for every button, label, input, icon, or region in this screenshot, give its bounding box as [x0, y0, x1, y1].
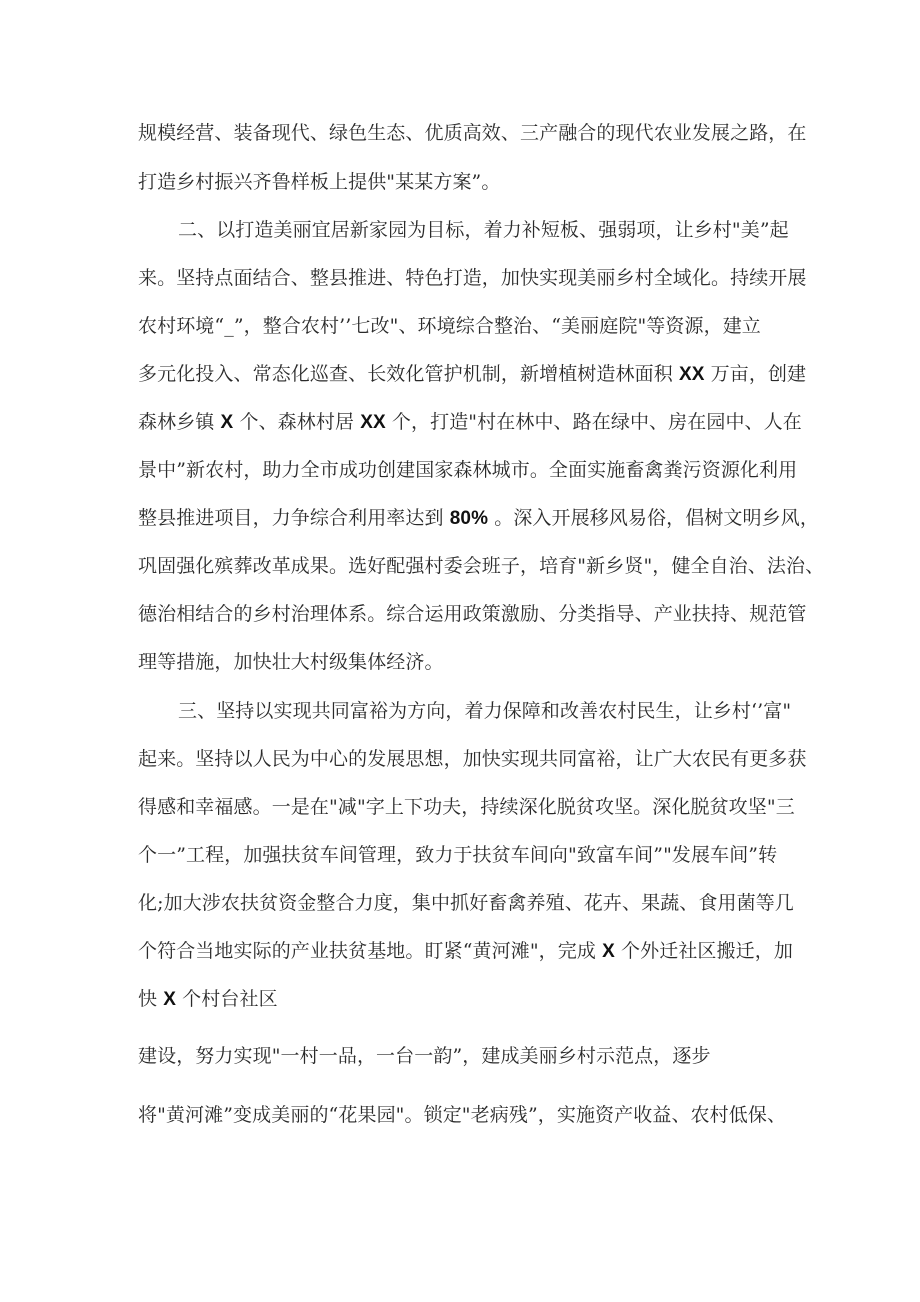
text-run: 多元化投入、常态化巡查、长效化管护机制，新增植树造林面积 — [138, 363, 673, 385]
text-run: 快 — [138, 988, 158, 1010]
text-run: 二、以打造美丽宜居新家园为目标，着力补短板、强弱项，让乡村"美”起 — [178, 219, 789, 241]
bold-figure: XX — [360, 412, 386, 433]
text-line — [138, 843, 777, 867]
text-run: 建设，努力实现"一村一品，一台一韵”，建成美丽乡村示范点，逐步 — [138, 1045, 711, 1067]
text-run: 来。坚持点面结合、整县推进、特色打造，加快实现美丽乡村全域化。持续开展 — [138, 267, 807, 289]
text-line — [138, 554, 824, 578]
text-line — [138, 650, 444, 674]
text-run: 巩固强化殡葬改革成果。选好配强村委会班子，培育"新乡贤"，健全自治、法治、 — [138, 555, 825, 577]
text-run: 农村环境“_”，整合农村’’七改"、环境综合整治、“美丽庭院"等资源，建立 — [138, 315, 761, 337]
text-run: 理等措施，加快壮大村级集体经济。 — [138, 651, 444, 673]
text-line — [138, 747, 807, 771]
text-run: 景中”新农村，助力全市成功创建国家森林城市。全面实施畜禽粪污资源化利用 — [138, 459, 798, 481]
text-line — [138, 1044, 711, 1068]
text-run: 个符合当地实际的产业扶贫基地。盯紧“黄河滩"，完成 — [138, 940, 596, 962]
text-run: 个、森林村居 — [239, 411, 355, 433]
text-run: 打造乡村振兴齐鲁样板上提供"某某方案”。 — [138, 171, 501, 193]
bold-figure: XX — [678, 364, 705, 385]
text-line — [138, 121, 807, 145]
text-run: 规模经营、装备现代、绿色生态、优质高效、三产融合的现代农业发展之路，在 — [138, 122, 807, 144]
bold-figure: 80% — [449, 508, 489, 529]
text-run: 个一”工程，加强扶贫车间管理，致力于扶贫车间向"致富车间”"发展车间”转 — [138, 844, 778, 866]
text-line — [138, 410, 802, 435]
text-run: 个，打造"村在林中、路在绿中、房在园中、人在 — [391, 411, 802, 433]
text-run: 起来。坚持以人民为中心的发展思想，加快实现共同富裕，让广大农民有更多获 — [138, 748, 807, 770]
paragraph-heading-3 — [178, 699, 791, 723]
text-run: 德治相结合的乡村治理体系。综合运用政策激励、分类指导、产业扶持、规范管 — [138, 603, 807, 625]
text-run: 个外迁社区搬迁，加 — [621, 940, 793, 962]
text-run: 万亩，创建 — [710, 363, 807, 385]
text-run: 。深入开展移风易俗，倡树文明乡风， — [494, 507, 819, 529]
text-line — [138, 891, 794, 915]
text-run: 三、坚持以实现共同富裕为方向，着力保障和改善农村民生，让乡村‘’富" — [178, 700, 792, 722]
text-line — [138, 987, 278, 1012]
text-line — [138, 795, 795, 819]
paragraph-heading-2 — [178, 218, 789, 242]
text-line — [138, 506, 819, 531]
bold-figure: X — [220, 412, 234, 433]
text-line — [138, 1103, 786, 1127]
bold-figure: X — [602, 941, 615, 962]
text-line — [138, 939, 793, 964]
text-line — [138, 362, 806, 387]
text-run: 化;加大涉农扶贫资金整合力度，集中抓好畜禽养殖、花卉、果蔬、食用菌等几 — [138, 892, 794, 914]
text-run: 得感和幸福感。一是在"减"字上下功夫，持续深化脱贫攻坚。深化脱贫攻坚"三 — [138, 796, 795, 818]
text-run: 将"黄河滩”变成美丽的“花果园"。锁定"老病残”，实施资产收益、农村低保、 — [138, 1104, 787, 1126]
text-line — [138, 458, 797, 482]
text-run: 个村台社区 — [182, 988, 278, 1010]
text-line — [138, 170, 500, 194]
text-run: 整县推进项目，力争综合利用率达到 — [138, 507, 444, 529]
text-run: 森林乡镇 — [138, 411, 215, 433]
text-line — [138, 314, 761, 338]
text-line — [138, 266, 807, 290]
text-line — [138, 602, 807, 626]
bold-figure: X — [163, 989, 177, 1010]
